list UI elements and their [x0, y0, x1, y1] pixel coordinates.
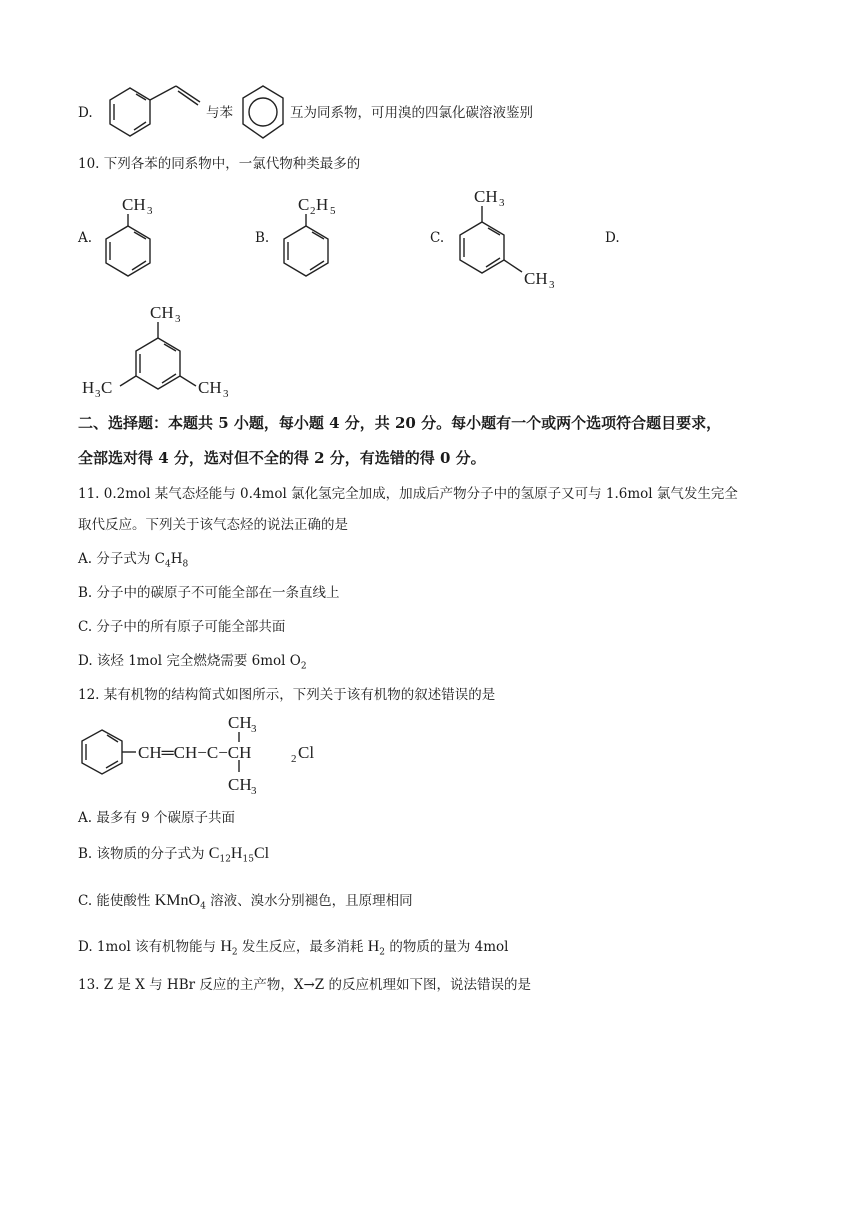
option-d: D. 该烃 1mol 完全燃烧需要 6mol $O_2$ — [78, 653, 307, 672]
mesitylene-structure — [80, 298, 250, 400]
svg-text:CH: CH — [198, 378, 222, 397]
svg-text:C: C — [101, 378, 113, 397]
svg-text:2: 2 — [291, 753, 297, 765]
question-stem: 11. 0.2mol 某气态烃能与 0.4mol 氯化氢完全加成，加成后产物分子中的氢原子又可与 1.6mol 氯气发生完全 — [78, 486, 738, 502]
option-label: C. — [430, 230, 445, 246]
svg-text:3: 3 — [95, 388, 101, 400]
svg-text:3: 3 — [251, 723, 257, 735]
option-a: A. 分子式为 $C_4H_8$ — [78, 551, 189, 570]
option-c: C. 分子中的所有原子可能全部共面 — [78, 619, 286, 635]
svg-text:3: 3 — [223, 388, 229, 400]
svg-text:H: H — [82, 378, 95, 397]
svg-text:CH═CH−C−CH: CH═CH−C−CH — [138, 743, 252, 762]
option-label: D. — [78, 105, 93, 121]
option-label: A. — [78, 230, 93, 246]
svg-text:CH: CH — [228, 713, 252, 732]
question-stem: 10. 下列各苯的同系物中，一氯代物种类最多的 — [78, 156, 361, 172]
question-stem: 取代反应。下列关于该气态烃的说法正确的是 — [78, 517, 348, 533]
svg-text:H: H — [316, 195, 329, 214]
svg-text:CH: CH — [150, 303, 174, 322]
section-header: 二、选择题：本题共 5 小题，每小题 4 分，共 20 分。每小题有一个或两个选项符合题目要求， — [78, 414, 722, 432]
styrene-structure — [100, 80, 210, 144]
option-b: B. 分子中的碳原子不可能全部在一条直线上 — [78, 585, 340, 601]
svg-text:5: 5 — [330, 205, 336, 217]
compound-structure — [78, 712, 338, 796]
meta-xylene-structure — [452, 180, 572, 290]
svg-text:2: 2 — [310, 205, 316, 217]
option-b: B. 该物质的分子式为 $C_{12}H_{15}Cl$ — [78, 845, 270, 865]
svg-text:3: 3 — [499, 197, 505, 209]
option-a: A. 最多有 9 个碳原子共面 — [78, 810, 236, 826]
question-stem: 12. 某有机物的结构简式如图所示，下列关于该有机物的叙述错误的是 — [78, 687, 496, 703]
question-stem: 13. Z 是 X 与 HBr 反应的主产物，X→Z 的反应机理如下图，说法错误的是 — [78, 977, 531, 993]
svg-text:C: C — [298, 195, 310, 214]
svg-text:3: 3 — [251, 785, 257, 797]
svg-text:CH: CH — [524, 269, 548, 288]
option-c: C. 能使酸性 KMnO$_4$ 溶液、溴水分别褪色，且原理相同 — [78, 892, 413, 912]
svg-text:3: 3 — [549, 279, 555, 291]
option-text: 互为同系物，可用溴的四氯化碳溶液鉴别 — [290, 105, 533, 121]
svg-text:CH: CH — [122, 195, 146, 214]
ethylbenzene-structure — [278, 190, 358, 276]
option-label: B. — [255, 230, 270, 246]
section-header: 全部选对得 4 分，选对但不全的得 2 分，有选错的得 0 分。 — [78, 449, 486, 467]
svg-text:Cl: Cl — [298, 743, 315, 762]
svg-text:CH: CH — [474, 187, 498, 206]
svg-text:CH: CH — [228, 775, 252, 794]
svg-text:3: 3 — [175, 313, 181, 325]
benzene-structure — [236, 80, 286, 144]
option-d: D. 1mol 该有机物能与 $H_2$ 发生反应，最多消耗 $H_2$ 的物质的量为 4mol — [78, 938, 509, 958]
option-label: D. — [605, 230, 620, 246]
svg-text:3: 3 — [147, 205, 153, 217]
toluene-structure — [100, 190, 170, 276]
option-text: 与苯 — [206, 105, 233, 121]
